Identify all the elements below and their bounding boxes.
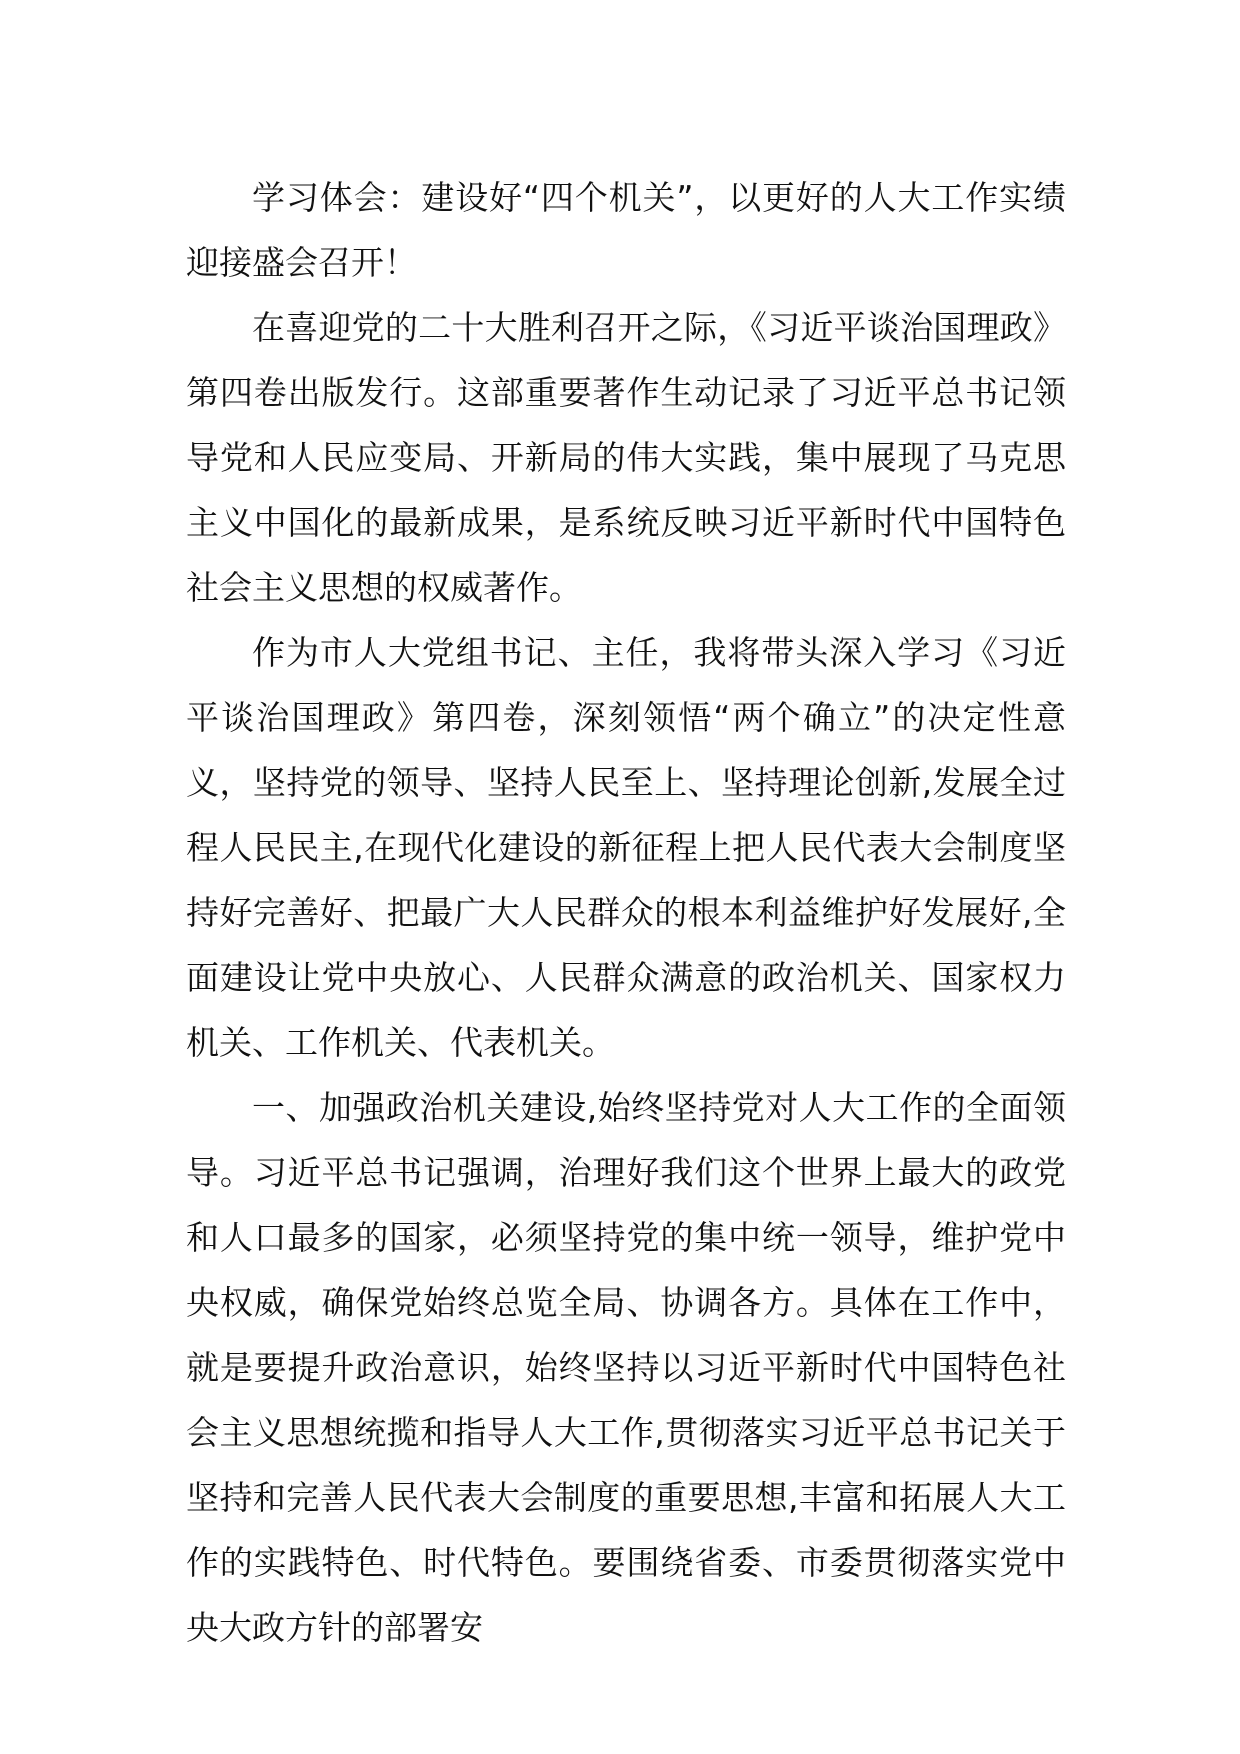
- paragraph-intro: 在喜迎党的二十大胜利召开之际，《习近平谈治国理政》第四卷出版发行。这部重要著作生动记录了习近平总书记领导党和人民应变局、开新局的伟大实践，集中展现了马克思主义中国化的最新成果，是系统反映习近平新时代中国特色社会主义思想的权威著作。: [186, 308, 1066, 607]
- paragraph-section-one: 一、加强政治机关建设,始终坚持党对人大工作的全面领导。习近平总书记强调，治理好我们这个世界上最大的政党和人口最多的国家，必须坚持党的集中统一领导，维护党中央权威，确保党始终总览全局、协调各方。具体在工作中，就是要提升政治意识，始终坚持以习近平新时代中国特色社会主义思想统揽和指导人大工作,贯彻落实习近平总书记关于坚持和完善人民代表大会制度的重要思想,丰富和拓展人大工作的实践特色、时代特色。要围绕省委、市委贯彻落实党中央大政方针的部署安: [186, 1088, 1066, 1647]
- document-title: 学习体会：建设好“四个机关”，以更好的人大工作实绩迎接盛会召开！: [186, 178, 1066, 282]
- document-body: [186, 165, 1066, 1660]
- paragraph-commitment: 作为市人大党组书记、主任，我将带头深入学习《习近平谈治国理政》第四卷，深刻领悟“两个确立”的决定性意义，坚持党的领导、坚持人民至上、坚持理论创新,发展全过程人民民主,在现代化建设的新征程上把人民代表大会制度坚持好完善好、把最广大人民群众的根本利益维护好发展好,全面建设让党中央放心、人民群众满意的政治机关、国家权力机关、工作机关、代表机关。: [186, 633, 1066, 1062]
